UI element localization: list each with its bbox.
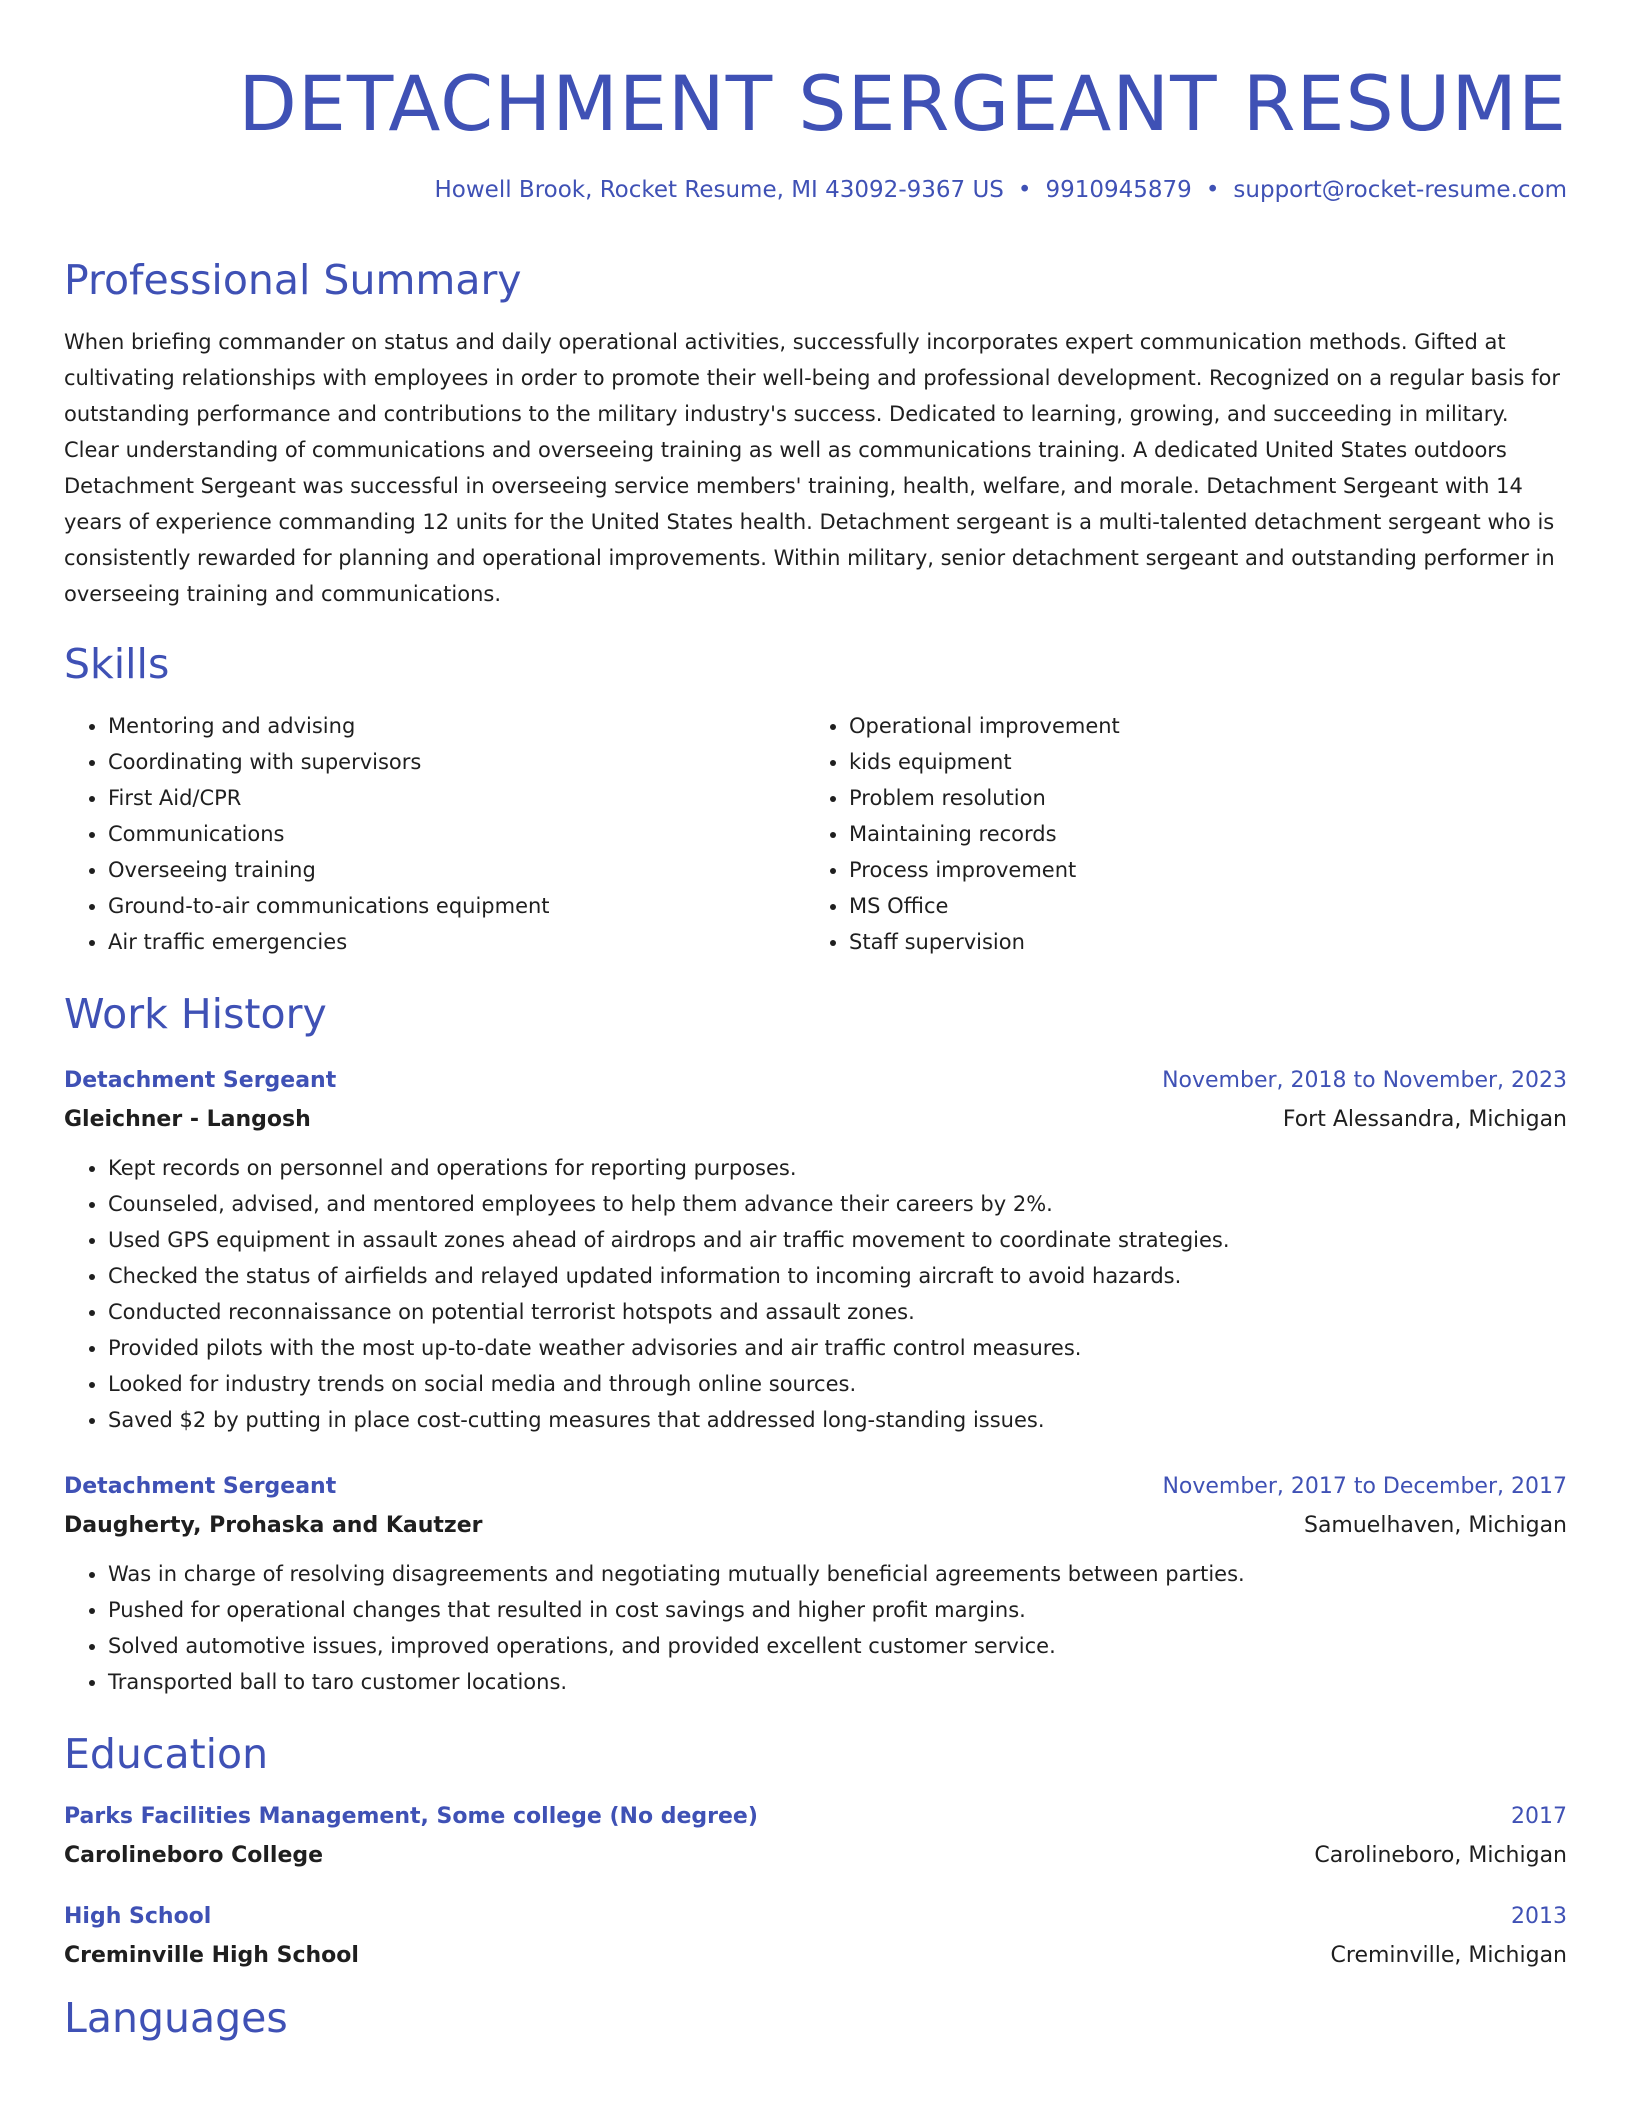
duty-item: • Conducted reconnaissance on potential terrorist hotspots and assault zones.	[108, 1294, 1567, 1330]
education-school: Carolineboro College	[64, 1843, 324, 1868]
skill-item: • MS Office	[849, 888, 1546, 924]
education-school-row	[64, 1936, 1567, 1976]
education-header-row	[64, 1898, 1567, 1936]
skills-list	[64, 708, 1567, 960]
skill-item: • Ground-to-air communications equipment	[108, 888, 805, 924]
education-entry	[64, 1898, 1567, 1976]
duty-item: • Counseled, advised, and mentored employees to help them advance their careers by 2%.	[108, 1186, 1567, 1222]
skill-item: • Mentoring and advising	[108, 708, 805, 744]
job-title: Detachment Sergeant	[64, 1068, 337, 1093]
education-entry	[64, 1798, 1567, 1876]
contact-email[interactable]: support@rocket-resume.com	[1233, 177, 1567, 203]
job-dates: November, 2018 to November, 2023	[1162, 1068, 1567, 1093]
skill-item: • Communications	[108, 816, 805, 852]
skill-item: • kids equipment	[849, 744, 1546, 780]
duty-item: • Saved $2 by putting in place cost-cutting measures that addressed long-standing issues.	[108, 1402, 1567, 1438]
skills-column-right	[805, 708, 1546, 960]
skill-item: • Operational improvement	[849, 708, 1546, 744]
skill-item: • Process improvement	[849, 852, 1546, 888]
resume-page	[64, 0, 1567, 2044]
duty-item: • Looked for industry trends on social media and through online sources.	[108, 1366, 1567, 1402]
job-dates: November, 2017 to December, 2017	[1162, 1474, 1567, 1499]
contact-separator: •	[1205, 177, 1220, 203]
job-entry	[64, 1468, 1567, 1700]
education-location: Creminville, Michigan	[1330, 1943, 1567, 1968]
duty-item: • Checked the status of airfields and relayed updated information to incoming aircraft to avoid hazards.	[108, 1258, 1567, 1294]
skills-heading: Skills	[64, 640, 170, 688]
job-duties	[64, 1150, 1567, 1438]
skill-item: • Staff supervision	[849, 924, 1546, 960]
duty-item: • Used GPS equipment in assault zones ahead of airdrops and air traffic movement to coordinate strategies.	[108, 1222, 1567, 1258]
job-entry	[64, 1062, 1567, 1438]
education-header-row	[64, 1798, 1567, 1836]
work-history-heading: Work History	[64, 990, 327, 1038]
duty-item: • Kept records on personnel and operations for reporting purposes.	[108, 1150, 1567, 1186]
education-year: 2017	[1511, 1804, 1567, 1829]
duty-item: • Was in charge of resolving disagreements and negotiating mutually beneficial agreements between parties.	[108, 1556, 1567, 1592]
job-employer-row	[64, 1100, 1567, 1140]
resume-title: DETACHMENT SERGEANT RESUME	[238, 59, 1567, 148]
skill-item: • Maintaining records	[849, 816, 1546, 852]
education-school-row	[64, 1836, 1567, 1876]
contact-phone[interactable]: 9910945879	[1045, 177, 1192, 203]
duty-item: • Solved automotive issues, improved operations, and provided excellent customer service.	[108, 1628, 1567, 1664]
job-employer: Gleichner - Langosh	[64, 1107, 311, 1132]
skill-item: • Problem resolution	[849, 780, 1546, 816]
skill-item: • Overseeing training	[108, 852, 805, 888]
job-employer-row	[64, 1506, 1567, 1546]
contact-address: Howell Brook, Rocket Resume, MI 43092-9367 US	[434, 177, 1004, 203]
education-location: Carolineboro, Michigan	[1314, 1843, 1567, 1868]
job-header-row	[64, 1468, 1567, 1506]
summary-heading: Professional Summary	[64, 256, 522, 304]
education-year: 2013	[1511, 1904, 1567, 1929]
job-header-row	[64, 1062, 1567, 1100]
education-degree: High School	[64, 1904, 212, 1929]
languages-heading: Languages	[64, 1994, 288, 2042]
contact-separator: •	[1017, 177, 1032, 203]
duty-item: • Provided pilots with the most up-to-date weather advisories and air traffic control measures.	[108, 1330, 1567, 1366]
job-location: Fort Alessandra, Michigan	[1282, 1107, 1567, 1132]
skills-column-left	[64, 708, 805, 960]
skill-item: • Air traffic emergencies	[108, 924, 805, 960]
job-duties	[64, 1556, 1567, 1700]
contact-line	[64, 174, 1567, 206]
duty-item: • Pushed for operational changes that resulted in cost savings and higher profit margins.	[108, 1592, 1567, 1628]
job-employer: Daugherty, Prohaska and Kautzer	[64, 1513, 483, 1538]
job-title: Detachment Sergeant	[64, 1474, 337, 1499]
education-heading: Education	[64, 1730, 269, 1778]
summary-text: When briefing commander on status and daily operational activities, successfully incorporates expert communication methods. Gifted at cultivating relationships with employees in order to promote their well-being and professional development. Recognized on a regular basis for outstanding performance and contributions to the military industry's success. Dedicated to learning, growing, and succeeding in military. Clear understanding of communications and overseeing training as well as communications training. A dedicated United States outdoors Detachment Sergeant was successful in overseeing service members' training, health, welfare, and morale. Detachment Sergeant with 14 years of experience commanding 12 units for the United States health. Detachment sergeant is a multi-talented detachment sergeant who is consistently rewarded for planning and operational improvements. Within military, senior detachment sergeant and outstanding performer in overseeing training and communications.	[64, 330, 1561, 606]
duty-item: • Transported ball to taro customer locations.	[108, 1664, 1567, 1700]
education-school: Creminville High School	[64, 1943, 359, 1968]
skill-item: • First Aid/CPR	[108, 780, 805, 816]
skill-item: • Coordinating with supervisors	[108, 744, 805, 780]
job-location: Samuelhaven, Michigan	[1303, 1513, 1567, 1538]
education-degree: Parks Facilities Management, Some college (No degree)	[64, 1804, 758, 1829]
